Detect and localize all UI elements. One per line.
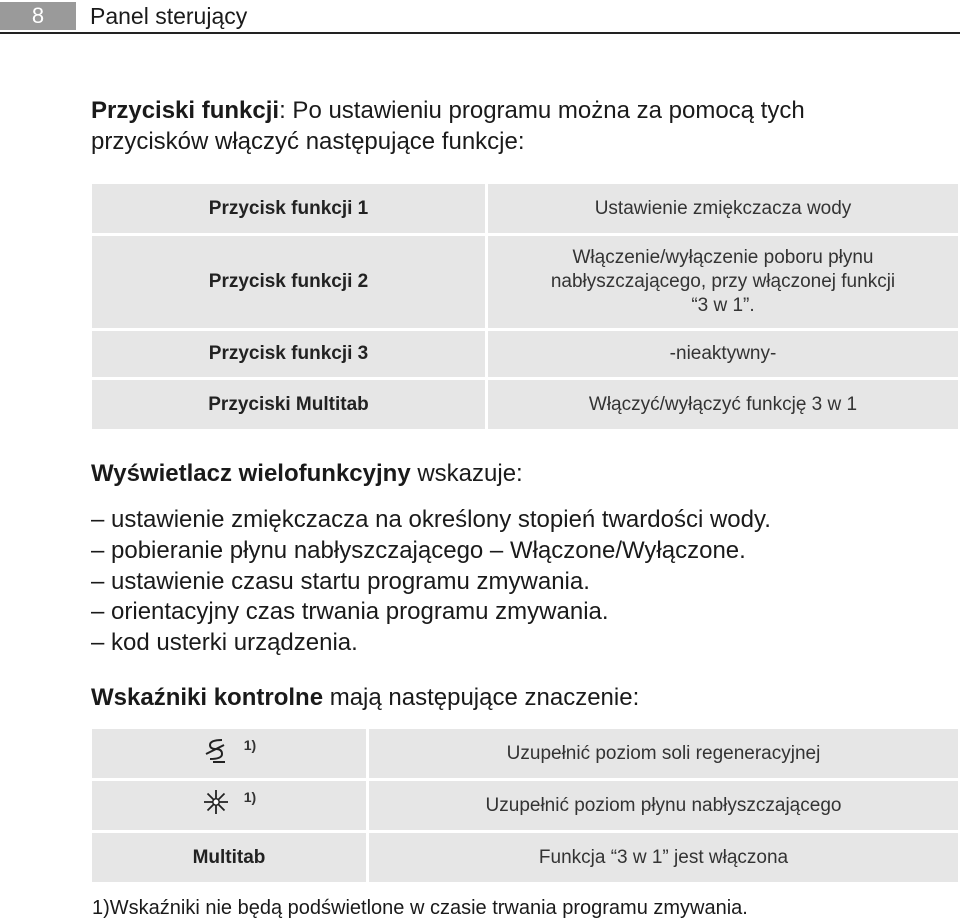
page-header bbox=[0, 0, 960, 34]
function-buttons-table bbox=[89, 181, 960, 432]
table-row bbox=[92, 236, 958, 328]
footnote-mark: 1) bbox=[243, 788, 257, 805]
table-row bbox=[92, 331, 958, 377]
display-intro bbox=[91, 458, 523, 489]
rinse-aid-indicator-icon bbox=[202, 788, 230, 823]
function-buttons-intro bbox=[91, 95, 921, 157]
table-row bbox=[92, 729, 958, 778]
indicators-term: Wskaźniki kontrolne bbox=[91, 684, 324, 711]
table-row bbox=[92, 833, 958, 882]
function-button-description: Ustawienie zmiękczacza wody bbox=[488, 184, 958, 233]
footnote-mark: 1) bbox=[243, 736, 257, 753]
indicator-symbol-cell bbox=[92, 729, 366, 778]
function-button-description: -nieaktywny- bbox=[488, 331, 958, 377]
function-buttons-term: Przyciski funkcji bbox=[91, 97, 280, 124]
list-item: – orientacyjny czas trwania programu zmywania. bbox=[91, 598, 609, 626]
display-term: Wyświetlacz wielofunkcyjny bbox=[91, 460, 411, 487]
function-button-name: Przycisk funkcji 2 bbox=[92, 236, 485, 328]
function-button-name: Przyciski Multitab bbox=[92, 380, 485, 429]
indicators-text: mają następujące znaczenie: bbox=[323, 684, 640, 711]
list-item: – kod usterki urządzenia. bbox=[91, 629, 358, 657]
display-text: wskazuje: bbox=[410, 460, 523, 487]
header-divider bbox=[0, 32, 960, 34]
table-row bbox=[92, 781, 958, 830]
indicator-symbol-cell bbox=[92, 781, 366, 830]
indicator-description: Uzupełnić poziom płynu nabłyszczającego bbox=[369, 781, 958, 830]
footnote: 1)Wskaźniki nie będą podświetlone w czasie trwania programu zmywania. bbox=[92, 897, 748, 919]
indicator-description: Uzupełnić poziom soli regeneracyjnej bbox=[369, 729, 958, 778]
indicators-table bbox=[89, 726, 960, 885]
table-row bbox=[92, 184, 958, 233]
page-title: Panel sterujący bbox=[90, 3, 248, 29]
indicator-label: Multitab bbox=[92, 833, 366, 882]
table-row bbox=[92, 380, 958, 429]
function-button-description: Włączenie/wyłączenie poboru płynu nabłyszczającego, przy włączonej funkcji “3 w 1”. bbox=[488, 236, 958, 328]
function-buttons-text: : Po ustawieniu programu można za pomocą tych przycisków włączyć następujące funkcje: bbox=[91, 97, 805, 155]
list-item: – ustawienie zmiękczacza na określony stopień twardości wody. bbox=[91, 506, 771, 533]
salt-indicator-icon bbox=[202, 736, 230, 771]
indicator-description: Funkcja “3 w 1” jest włączona bbox=[369, 833, 958, 882]
function-button-name: Przycisk funkcji 3 bbox=[92, 331, 485, 377]
indicators-intro bbox=[91, 682, 639, 713]
list-item: – ustawienie czasu startu programu zmywania. bbox=[91, 567, 590, 595]
list-item: – pobieranie płynu nabłyszczającego – Włączone/Wyłączone. bbox=[91, 536, 746, 564]
function-button-name: Przycisk funkcji 1 bbox=[92, 184, 485, 233]
display-list bbox=[91, 505, 771, 659]
function-button-description: Włączyć/wyłączyć funkcję 3 w 1 bbox=[488, 380, 958, 429]
page-number: 8 bbox=[0, 2, 76, 30]
